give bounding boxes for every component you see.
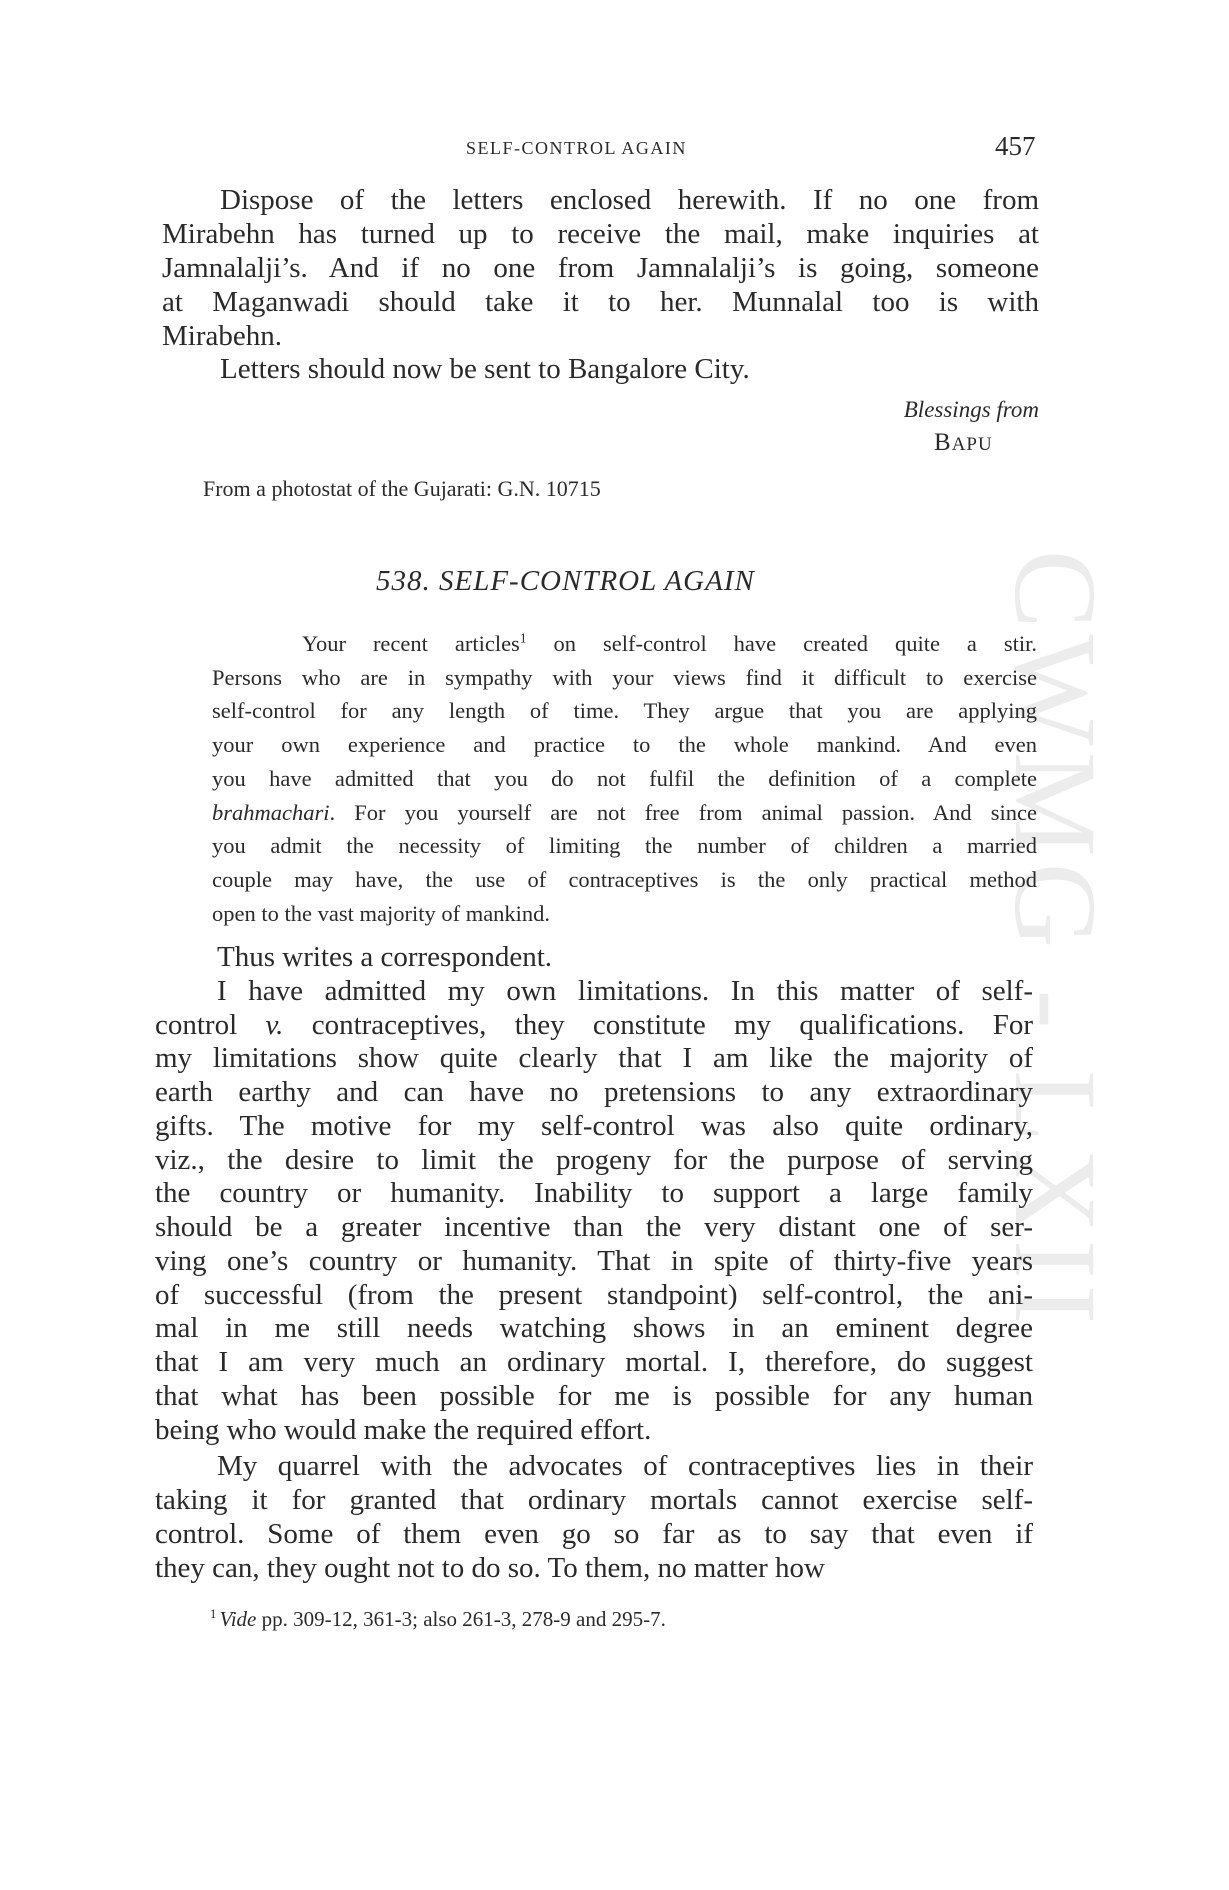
body-line: ving one’s country or humanity. That in spite of thirty-five years: [155, 1244, 1033, 1277]
footnote-marker: 1: [519, 630, 527, 646]
italic-text: brahmachari: [212, 799, 330, 825]
letter-line: Dispose of the letters enclosed herewith. If no one from: [220, 184, 1039, 216]
footnote-marker: 1: [210, 1607, 220, 1621]
quote-line: [212, 799, 1037, 825]
quote-line: you admit the necessity of limiting the number of children a married: [212, 833, 1037, 859]
letter-line: Mirabehn has turned up to receive the mail, make inquiries at: [162, 218, 1039, 250]
text-segment: control: [155, 1008, 266, 1041]
letter-line: at Maganwadi should take it to her. Munnalal too is with: [162, 286, 1039, 318]
text-segment: pp. 309-12, 361-3; also 261-3, 278-9 and 295-7.: [256, 1607, 666, 1631]
running-title: SELF-CONTROL AGAIN: [466, 138, 687, 158]
signature-rest: APU: [951, 434, 993, 455]
body-line: that what has been possible for me is possible for any human: [155, 1379, 1033, 1412]
body-line: my limitations show quite clearly that I am like the majority of: [155, 1042, 1033, 1075]
letter-line: Letters should now be sent to Bangalore City.: [220, 353, 750, 385]
page-number: 457: [995, 131, 1036, 161]
body-line: they can, they ought not to do so. To them, no matter how: [155, 1551, 825, 1584]
body-line: should be a greater incentive than the very distant one of ser-: [155, 1211, 1033, 1243]
body-line: of successful (from the present standpoint) self-control, the ani-: [155, 1278, 1033, 1311]
body-line: Thus writes a correspondent.: [217, 941, 553, 973]
body-line: gifts. The motive for my self-control was also quite ordinary,: [155, 1109, 1033, 1142]
italic-text: v.: [265, 1008, 284, 1041]
body-line: that I am very much an ordinary mortal. I, therefore, do suggest: [155, 1346, 1033, 1378]
watermark: CWMG - LXII: [990, 549, 1121, 1331]
text-segment: . For you yourself are not free from animal passion. And since: [329, 799, 1037, 825]
letter-line: Mirabehn.: [162, 320, 282, 352]
source-note: From a photostat of the Gujarati: G.N. 10715: [203, 476, 601, 501]
signature-initial: B: [934, 429, 952, 456]
body-line: taking it for granted that ordinary mortals cannot exercise self-: [155, 1484, 1033, 1516]
body-line: earth earthy and can have no pretensions to any extraordinary: [155, 1076, 1033, 1108]
article-heading: 538. SELF-CONTROL AGAIN: [376, 565, 755, 597]
italic-text: Vide: [219, 1607, 257, 1631]
text-segment: contraceptives, they constitute my qualifications. For: [283, 1008, 1033, 1041]
body-line: being who would make the required effort.: [155, 1413, 652, 1446]
text-segment: Your recent articles: [302, 631, 520, 656]
body-line: the country or humanity. Inability to support a large family: [155, 1177, 1033, 1210]
closing: Blessings from: [903, 397, 1039, 422]
letter-line: Jamnalalji’s. And if no one from Jamnalalji’s is going, someone: [162, 252, 1039, 284]
quote-line: Persons who are in sympathy with your views find it difficult to exercise: [212, 664, 1037, 690]
footnote: [210, 1609, 830, 1630]
quote-line: [302, 630, 1037, 656]
body-line: viz., the desire to limit the progeny for the purpose of serving: [155, 1143, 1033, 1176]
signature: [934, 429, 993, 457]
text-segment: on self-control have created quite a stir.: [526, 631, 1037, 656]
quote-line: open to the vast majority of mankind.: [212, 900, 551, 926]
quote-line: your own experience and practice to the whole mankind. And even: [212, 732, 1037, 758]
body-line: mal in me still needs watching shows in an eminent degree: [155, 1312, 1033, 1345]
quote-line: couple may have, the use of contraceptives is the only practical method: [212, 866, 1037, 892]
body-line: control. Some of them even go so far as to say that even if: [155, 1517, 1033, 1550]
body-line: I have admitted my own limitations. In this matter of self-: [217, 974, 1033, 1007]
body-line: My quarrel with the advocates of contraceptives lies in their: [217, 1450, 1033, 1483]
quote-line: you have admitted that you do not fulfil the definition of a complete: [212, 765, 1037, 791]
quote-line: self-control for any length of time. They argue that you are applying: [212, 698, 1037, 724]
body-line: [155, 1008, 1033, 1041]
